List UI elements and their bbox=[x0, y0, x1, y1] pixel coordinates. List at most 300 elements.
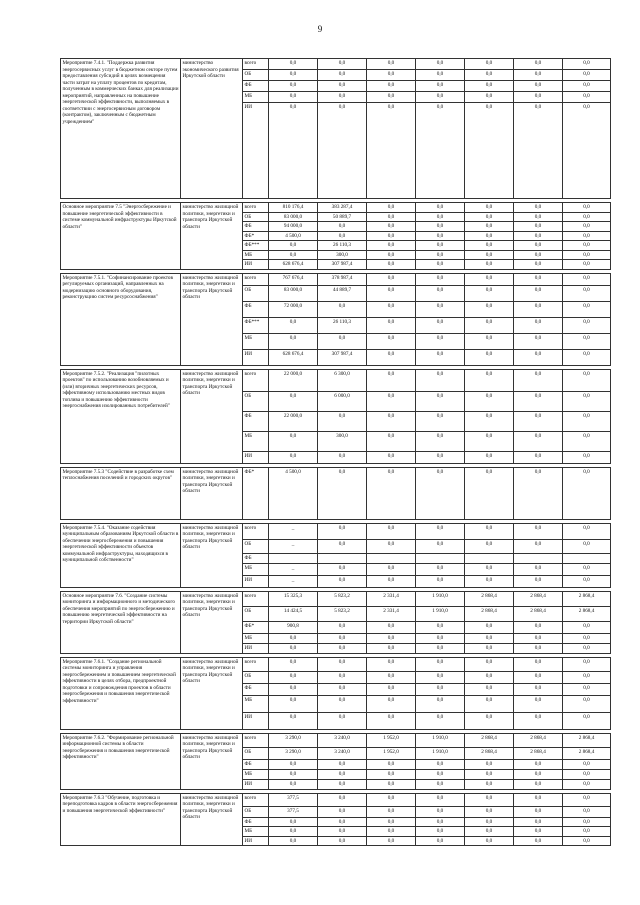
amount-cell: 307 987,4 bbox=[318, 260, 367, 270]
funding-source-cell: ИИ bbox=[243, 779, 269, 789]
amount-cell: 3 240,0 bbox=[318, 733, 367, 747]
amount-cell: 0,0 bbox=[465, 391, 514, 411]
funding-source-cell: ОБ bbox=[243, 671, 269, 683]
amount-cell: 0,0 bbox=[318, 563, 367, 575]
amount-cell: 0,0 bbox=[416, 431, 465, 451]
amount-cell: 0,0 bbox=[367, 827, 416, 837]
amount-cell: 0,0 bbox=[269, 333, 318, 349]
amount-cell: 0,0 bbox=[367, 806, 416, 817]
amount-cell bbox=[367, 553, 416, 563]
funding-source-cell: МБ bbox=[243, 827, 269, 837]
amount-cell: 0,0 bbox=[367, 411, 416, 431]
activity-name-cell: Мероприятие 7.5.3 "Содействие в разработке схем теплоснабжения поселений и городских округов" bbox=[61, 467, 181, 519]
amount-cell: 0,0 bbox=[514, 241, 563, 251]
amount-cell: 0,0 bbox=[318, 333, 367, 349]
amount-cell: 383 287,4 bbox=[318, 203, 367, 213]
amount-cell: 0,0 bbox=[563, 467, 611, 519]
amount-cell: 0,0 bbox=[465, 92, 514, 103]
activity-name-cell: Мероприятие 7.5.4. "Оказание содействия муниципальным образованиям Иркутской области в обеспечении энергосбережения и повышения энергетической эффективности объектов коммунальной инфраструктуры, находящихся в муниципальной собственности" bbox=[61, 523, 181, 587]
table-row bbox=[61, 369, 611, 391]
amount-cell: 0,0 bbox=[465, 779, 514, 789]
amount-cell: 0,0 bbox=[416, 563, 465, 575]
amount-cell bbox=[563, 553, 611, 563]
table-row bbox=[61, 467, 611, 519]
amount-cell: 0,0 bbox=[563, 250, 611, 260]
amount-cell: 0,0 bbox=[514, 333, 563, 349]
amount-cell: 0,0 bbox=[367, 712, 416, 729]
funding-source-cell: ОБ bbox=[243, 539, 269, 553]
amount-cell: 0,0 bbox=[416, 411, 465, 431]
amount-cell: 0,0 bbox=[416, 451, 465, 463]
amount-cell: 0,0 bbox=[318, 59, 367, 70]
amount-cell: 0,0 bbox=[514, 836, 563, 846]
amount-cell: 0,0 bbox=[416, 695, 465, 712]
amount-cell: 0,0 bbox=[416, 671, 465, 683]
amount-cell: 0,0 bbox=[514, 103, 563, 199]
amount-cell: 0,0 bbox=[514, 621, 563, 633]
amount-cell: 0,0 bbox=[416, 250, 465, 260]
amount-cell: 0,0 bbox=[416, 643, 465, 653]
amount-cell: 0,0 bbox=[465, 222, 514, 232]
amount-cell: 0,0 bbox=[367, 817, 416, 827]
amount-cell: 0,0 bbox=[465, 250, 514, 260]
amount-cell: 0,0 bbox=[514, 81, 563, 92]
amount-cell: 0,0 bbox=[514, 285, 563, 301]
amount-cell: 0,0 bbox=[269, 643, 318, 653]
amount-cell bbox=[416, 553, 465, 563]
amount-cell: 0,0 bbox=[367, 431, 416, 451]
amount-cell: 3 290,0 bbox=[269, 747, 318, 759]
activity-name-cell: Мероприятие 7.6.1. "Создание региональной системы мониторинга и управления энергосбережением и повышением энергетической эффективности в целях отбора, предпроектной подготовки и сопровождения проектов в области энергосбережения и повышения энергетической эффективности" bbox=[61, 657, 181, 729]
executor-cell: министерство жилищной политики, энергетики и транспорта Иркутской области bbox=[181, 793, 243, 846]
amount-cell: 0,0 bbox=[318, 817, 367, 827]
amount-cell: 0,0 bbox=[465, 759, 514, 769]
amount-cell: 2 868,4 bbox=[563, 591, 611, 606]
amount-cell: 0,0 bbox=[563, 769, 611, 779]
amount-cell: 2 868,4 bbox=[465, 733, 514, 747]
funding-source-cell: ОБ bbox=[243, 391, 269, 411]
amount-cell: 0,0 bbox=[563, 621, 611, 633]
funding-source-cell: ИИ bbox=[243, 712, 269, 729]
amount-cell: 0,0 bbox=[514, 467, 563, 519]
amount-cell: 0,0 bbox=[563, 836, 611, 846]
amount-cell: 1 952,0 bbox=[367, 733, 416, 747]
amount-cell: 0,0 bbox=[465, 260, 514, 270]
funding-source-cell: ИИ bbox=[243, 103, 269, 199]
amount-cell: 2 868,4 bbox=[514, 747, 563, 759]
table-row bbox=[61, 273, 611, 285]
amount-cell: _ bbox=[269, 523, 318, 539]
amount-cell: 0,0 bbox=[318, 683, 367, 695]
amount-cell: 0,0 bbox=[563, 575, 611, 587]
funding-source-cell: МБ bbox=[243, 431, 269, 451]
amount-cell: 0,0 bbox=[318, 827, 367, 837]
amount-cell: 0,0 bbox=[367, 563, 416, 575]
funding-source-cell: ИИ bbox=[243, 643, 269, 653]
amount-cell: 5 823,2 bbox=[318, 591, 367, 606]
funding-source-cell: ИИ bbox=[243, 349, 269, 365]
amount-cell: 0,0 bbox=[318, 467, 367, 519]
funding-source-cell: ФБ bbox=[243, 759, 269, 769]
funding-source-cell: ФБ bbox=[243, 222, 269, 232]
amount-cell: 0,0 bbox=[465, 683, 514, 695]
amount-cell: 2 868,4 bbox=[514, 733, 563, 747]
amount-cell: 0,0 bbox=[416, 467, 465, 519]
amount-cell: 0,0 bbox=[465, 633, 514, 643]
amount-cell: 0,0 bbox=[318, 836, 367, 846]
amount-cell: 0,0 bbox=[416, 222, 465, 232]
amount-cell: 0,0 bbox=[563, 817, 611, 827]
amount-cell: 0,0 bbox=[563, 212, 611, 222]
amount-cell: 0,0 bbox=[367, 333, 416, 349]
amount-cell: 0,0 bbox=[465, 467, 514, 519]
amount-cell: 0,0 bbox=[269, 317, 318, 333]
amount-cell: 1 910,0 bbox=[416, 747, 465, 759]
amount-cell: 0,0 bbox=[318, 222, 367, 232]
amount-cell: 0,0 bbox=[563, 81, 611, 92]
amount-cell: 0,0 bbox=[269, 431, 318, 451]
funding-source-cell: ФБ*** bbox=[243, 317, 269, 333]
activity-name-cell: Мероприятие 7.6.3 "Обучение, подготовка и переподготовка кадров в области энергосбережения и повышения энергетической эффективности" bbox=[61, 793, 181, 846]
amount-cell: 6 300,0 bbox=[318, 369, 367, 391]
amount-cell: 2 868,4 bbox=[465, 747, 514, 759]
amount-cell: 0,0 bbox=[416, 349, 465, 365]
amount-cell: 0,0 bbox=[269, 817, 318, 827]
table-row bbox=[61, 793, 611, 806]
amount-cell: 0,0 bbox=[367, 70, 416, 81]
amount-cell: 0,0 bbox=[514, 769, 563, 779]
amount-cell: 0,0 bbox=[318, 643, 367, 653]
amount-cell: 3 290,0 bbox=[269, 733, 318, 747]
amount-cell: 0,0 bbox=[465, 836, 514, 846]
amount-cell: 0,0 bbox=[367, 779, 416, 789]
amount-cell: 628 676,4 bbox=[269, 349, 318, 365]
amount-cell: 2 868,4 bbox=[563, 606, 611, 621]
amount-cell: 0,0 bbox=[367, 203, 416, 213]
amount-cell: 0,0 bbox=[465, 575, 514, 587]
amount-cell: 0,0 bbox=[416, 712, 465, 729]
amount-cell: 307 987,4 bbox=[318, 349, 367, 365]
amount-cell: 1 910,0 bbox=[416, 733, 465, 747]
amount-cell: 0,0 bbox=[563, 285, 611, 301]
amount-cell: 0,0 bbox=[465, 695, 514, 712]
amount-cell: 0,0 bbox=[563, 431, 611, 451]
amount-cell: 0,0 bbox=[563, 231, 611, 241]
amount-cell: 0,0 bbox=[416, 92, 465, 103]
amount-cell: 0,0 bbox=[514, 657, 563, 671]
amount-cell: 0,0 bbox=[563, 779, 611, 789]
amount-cell: 0,0 bbox=[318, 779, 367, 789]
amount-cell: 0,0 bbox=[318, 231, 367, 241]
funding-source-cell: ИИ bbox=[243, 451, 269, 463]
amount-cell: 83 000,0 bbox=[269, 212, 318, 222]
amount-cell: 0,0 bbox=[563, 657, 611, 671]
amount-cell: 0,0 bbox=[563, 451, 611, 463]
amount-cell: 0,0 bbox=[416, 301, 465, 317]
table-row bbox=[61, 203, 611, 213]
amount-cell: 0,0 bbox=[416, 260, 465, 270]
amount-cell: 0,0 bbox=[318, 70, 367, 81]
amount-cell: 0,0 bbox=[514, 633, 563, 643]
amount-cell: 4 500,0 bbox=[269, 231, 318, 241]
amount-cell: 0,0 bbox=[514, 793, 563, 806]
funding-source-cell: всего bbox=[243, 657, 269, 671]
amount-cell: 0,0 bbox=[269, 103, 318, 199]
amount-cell: 0,0 bbox=[465, 539, 514, 553]
activity-name-cell: Мероприятие 7.4.1. "Поддержка развития энергосервисных услуг в бюджетном секторе путем предоставления субсидий в целях возмещения части затрат на уплату процентов по кредитам, полученным в коммерческих банках для реализации мероприятий, направленных на повышение энергетической эффективности, выполняемых в соответствии с энергосервисным договором (контрактом), заключенным с бюджетным учреждением" bbox=[61, 59, 181, 199]
amount-cell: 0,0 bbox=[367, 231, 416, 241]
executor-cell: министерство жилищной политики, энергетики и транспорта Иркутской области bbox=[181, 523, 243, 587]
amount-cell: 0,0 bbox=[318, 657, 367, 671]
amount-cell: 0,0 bbox=[465, 411, 514, 431]
amount-cell: 0,0 bbox=[367, 575, 416, 587]
amount-cell: 2 868,4 bbox=[563, 747, 611, 759]
amount-cell: 0,0 bbox=[514, 250, 563, 260]
amount-cell: 0,0 bbox=[416, 759, 465, 769]
amount-cell: 2 331,4 bbox=[367, 606, 416, 621]
amount-cell: 0,0 bbox=[563, 70, 611, 81]
amount-cell: 0,0 bbox=[367, 212, 416, 222]
amount-cell: 0,0 bbox=[563, 222, 611, 232]
amount-cell: 0,0 bbox=[563, 333, 611, 349]
amount-cell: 22 000,0 bbox=[269, 411, 318, 431]
amount-cell: 0,0 bbox=[563, 683, 611, 695]
amount-cell: 0,0 bbox=[563, 349, 611, 365]
funding-table bbox=[60, 58, 611, 846]
amount-cell: 0,0 bbox=[514, 671, 563, 683]
amount-cell: 0,0 bbox=[416, 273, 465, 285]
amount-cell: _ bbox=[269, 539, 318, 553]
amount-cell: 2 868,4 bbox=[465, 591, 514, 606]
amount-cell: 0,0 bbox=[318, 451, 367, 463]
amount-cell: 0,0 bbox=[465, 769, 514, 779]
amount-cell: 0,0 bbox=[269, 81, 318, 92]
amount-cell: 50 889,7 bbox=[318, 212, 367, 222]
amount-cell: 0,0 bbox=[563, 317, 611, 333]
table-row bbox=[61, 523, 611, 539]
amount-cell: 0,0 bbox=[318, 671, 367, 683]
amount-cell: 0,0 bbox=[563, 301, 611, 317]
amount-cell: 0,0 bbox=[269, 633, 318, 643]
amount-cell: 0,0 bbox=[318, 411, 367, 431]
amount-cell: 0,0 bbox=[465, 431, 514, 451]
amount-cell: 0,0 bbox=[465, 349, 514, 365]
amount-cell: 0,0 bbox=[514, 317, 563, 333]
amount-cell: 0,0 bbox=[269, 241, 318, 251]
amount-cell: 44 889,7 bbox=[318, 285, 367, 301]
amount-cell: 0,0 bbox=[269, 769, 318, 779]
amount-cell: 0,0 bbox=[367, 260, 416, 270]
amount-cell: 0,0 bbox=[563, 59, 611, 70]
amount-cell: 0,0 bbox=[367, 59, 416, 70]
amount-cell: 0,0 bbox=[367, 369, 416, 391]
amount-cell: 0,0 bbox=[514, 683, 563, 695]
amount-cell: 0,0 bbox=[416, 575, 465, 587]
amount-cell: 0,0 bbox=[318, 695, 367, 712]
amount-cell: 4 500,0 bbox=[269, 467, 318, 519]
executor-cell: министерство жилищной политики, энергетики и транспорта Иркутской области bbox=[181, 591, 243, 653]
funding-source-cell: ФБ bbox=[243, 683, 269, 695]
amount-cell: 0,0 bbox=[514, 70, 563, 81]
amount-cell: 0,0 bbox=[416, 769, 465, 779]
funding-source-cell: МБ bbox=[243, 695, 269, 712]
amount-cell: 83 000,0 bbox=[269, 285, 318, 301]
amount-cell: 0,0 bbox=[367, 759, 416, 769]
amount-cell: 0,0 bbox=[416, 241, 465, 251]
amount-cell: 0,0 bbox=[514, 712, 563, 729]
amount-cell: 0,0 bbox=[465, 806, 514, 817]
amount-cell: 0,0 bbox=[318, 621, 367, 633]
amount-cell: 0,0 bbox=[514, 231, 563, 241]
amount-cell: 0,0 bbox=[514, 451, 563, 463]
table-row bbox=[61, 657, 611, 671]
amount-cell: 0,0 bbox=[514, 779, 563, 789]
amount-cell: 0,0 bbox=[269, 391, 318, 411]
funding-source-cell: ФБ* bbox=[243, 621, 269, 633]
amount-cell: 0,0 bbox=[465, 712, 514, 729]
amount-cell: 0,0 bbox=[514, 431, 563, 451]
amount-cell: 0,0 bbox=[269, 657, 318, 671]
funding-source-cell: всего bbox=[243, 523, 269, 539]
amount-cell: 0,0 bbox=[416, 203, 465, 213]
amount-cell: 0,0 bbox=[563, 671, 611, 683]
amount-cell: 0,0 bbox=[465, 333, 514, 349]
amount-cell: 0,0 bbox=[318, 575, 367, 587]
amount-cell: 0,0 bbox=[416, 391, 465, 411]
amount-cell: 0,0 bbox=[514, 575, 563, 587]
amount-cell bbox=[269, 553, 318, 563]
amount-cell: 0,0 bbox=[367, 273, 416, 285]
funding-source-cell: МБ bbox=[243, 769, 269, 779]
funding-source-cell: МБ bbox=[243, 563, 269, 575]
amount-cell: 0,0 bbox=[514, 349, 563, 365]
amount-cell: 0,0 bbox=[269, 712, 318, 729]
activity-name-cell: Мероприятие 7.5.1. "Софинансирование проектов регулируемых организаций, направленных на модернизацию основного оборудования, реконструкцию систем ресурсоснабжения" bbox=[61, 273, 181, 365]
funding-source-cell: ИИ bbox=[243, 836, 269, 846]
amount-cell: 0,0 bbox=[563, 391, 611, 411]
amount-cell: 2 868,4 bbox=[514, 591, 563, 606]
amount-cell: 628 676,4 bbox=[269, 260, 318, 270]
amount-cell: 0,0 bbox=[465, 643, 514, 653]
amount-cell: 0,0 bbox=[269, 759, 318, 769]
table-row bbox=[61, 733, 611, 747]
amount-cell: 0,0 bbox=[563, 103, 611, 199]
amount-cell: 0,0 bbox=[318, 759, 367, 769]
funding-source-cell: ОБ bbox=[243, 747, 269, 759]
amount-cell: 2 868,4 bbox=[514, 606, 563, 621]
amount-cell: 0,0 bbox=[465, 241, 514, 251]
table-row bbox=[61, 591, 611, 606]
amount-cell: 0,0 bbox=[465, 81, 514, 92]
amount-cell: 0,0 bbox=[416, 212, 465, 222]
amount-cell: 0,0 bbox=[514, 411, 563, 431]
amount-cell: 0,0 bbox=[367, 657, 416, 671]
amount-cell: 0,0 bbox=[367, 467, 416, 519]
funding-source-cell: ОБ bbox=[243, 212, 269, 222]
funding-source-cell: ФБ bbox=[243, 81, 269, 92]
amount-cell: 0,0 bbox=[514, 301, 563, 317]
amount-cell: 0,0 bbox=[563, 92, 611, 103]
amount-cell: 0,0 bbox=[318, 301, 367, 317]
funding-source-cell: ФБ* bbox=[243, 467, 269, 519]
executor-cell: министерство жилищной политики, энергетики и транспорта Иркутской области bbox=[181, 369, 243, 463]
amount-cell: 377,5 bbox=[269, 806, 318, 817]
amount-cell: 0,0 bbox=[514, 59, 563, 70]
amount-cell: 0,0 bbox=[465, 563, 514, 575]
amount-cell: 0,0 bbox=[416, 369, 465, 391]
amount-cell: 72 000,0 bbox=[269, 301, 318, 317]
funding-source-cell: всего bbox=[243, 369, 269, 391]
amount-cell: 0,0 bbox=[367, 349, 416, 365]
amount-cell: 0,0 bbox=[367, 523, 416, 539]
amount-cell: 0,0 bbox=[367, 103, 416, 199]
amount-cell: 0,0 bbox=[514, 92, 563, 103]
amount-cell: 0,0 bbox=[367, 301, 416, 317]
amount-cell: 0,0 bbox=[563, 539, 611, 553]
funding-source-cell: ФБ bbox=[243, 411, 269, 431]
amount-cell: 0,0 bbox=[563, 827, 611, 837]
amount-cell bbox=[514, 553, 563, 563]
funding-source-cell: МБ bbox=[243, 92, 269, 103]
funding-source-cell: всего bbox=[243, 59, 269, 70]
amount-cell: 0,0 bbox=[367, 621, 416, 633]
amount-cell bbox=[465, 553, 514, 563]
amount-cell: 0,0 bbox=[514, 563, 563, 575]
amount-cell: 0,0 bbox=[367, 633, 416, 643]
amount-cell: 0,0 bbox=[563, 633, 611, 643]
amount-cell: 15 325,3 bbox=[269, 591, 318, 606]
amount-cell: 6 000,0 bbox=[318, 391, 367, 411]
amount-cell: 0,0 bbox=[514, 273, 563, 285]
amount-cell: 0,0 bbox=[465, 70, 514, 81]
amount-cell: 0,0 bbox=[318, 103, 367, 199]
amount-cell: 0,0 bbox=[514, 203, 563, 213]
amount-cell: 0,0 bbox=[514, 391, 563, 411]
amount-cell: 0,0 bbox=[563, 241, 611, 251]
page-number: 9 bbox=[317, 24, 323, 34]
amount-cell: 0,0 bbox=[318, 633, 367, 643]
amount-cell: 0,0 bbox=[514, 523, 563, 539]
funding-source-cell: ФБ*** bbox=[243, 241, 269, 251]
amount-cell: 0,0 bbox=[367, 643, 416, 653]
amount-cell: 0,0 bbox=[563, 523, 611, 539]
amount-cell: 0,0 bbox=[269, 59, 318, 70]
amount-cell: 0,0 bbox=[563, 643, 611, 653]
funding-source-cell: МБ bbox=[243, 633, 269, 643]
amount-cell: 0,0 bbox=[416, 333, 465, 349]
amount-cell: 0,0 bbox=[563, 411, 611, 431]
activity-name-cell: Основное мероприятие 7.5 "Энергосбережение и повышение энергетической эффективности в системе коммунальной инфраструктуры Иркутской области" bbox=[61, 203, 181, 270]
funding-source-cell: ФБ bbox=[243, 817, 269, 827]
amount-cell: 0,0 bbox=[269, 671, 318, 683]
amount-cell: 0,0 bbox=[416, 539, 465, 553]
amount-cell: 0,0 bbox=[416, 836, 465, 846]
amount-cell: 0,0 bbox=[465, 621, 514, 633]
amount-cell: 2 868,4 bbox=[465, 606, 514, 621]
amount-cell: 0,0 bbox=[465, 231, 514, 241]
amount-cell: 0,0 bbox=[416, 81, 465, 92]
amount-cell: 0,0 bbox=[465, 523, 514, 539]
amount-cell: 3 240,0 bbox=[318, 747, 367, 759]
amount-cell: 0,0 bbox=[318, 81, 367, 92]
amount-cell: 0,0 bbox=[269, 70, 318, 81]
amount-cell: _ bbox=[269, 563, 318, 575]
amount-cell: 0,0 bbox=[367, 793, 416, 806]
amount-cell: 0,0 bbox=[514, 827, 563, 837]
amount-cell bbox=[318, 553, 367, 563]
executor-cell: министерство жилищной политики, энергетики и транспорта Иркутской области bbox=[181, 657, 243, 729]
activity-name-cell: Мероприятие 7.6.2. "Формирование региональной информационной системы в области энергосбережения и повышения энергетической эффективности" bbox=[61, 733, 181, 789]
